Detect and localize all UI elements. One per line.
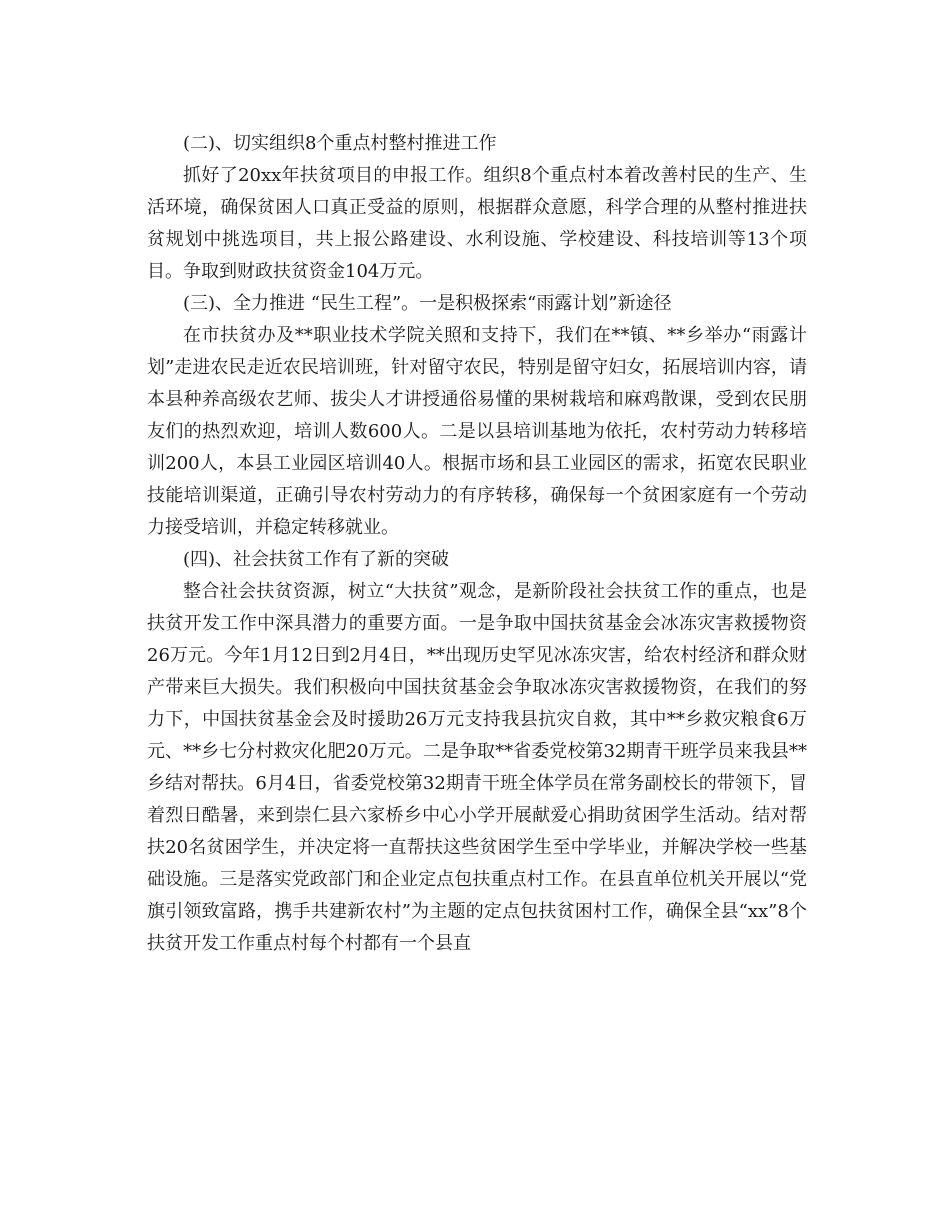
section-heading-2: (二)、切实组织8个重点村整村推进工作 bbox=[183, 133, 497, 154]
section-paragraph-4: 整合社会扶贫资源，树立“大扶贫”观念，是新阶段社会扶贫工作的重点，也是扶贫开发工作中深具潜力的重要方面。一是争取中国扶贫基金会冰冻灾害救援物资26万元。今年1月12日到2月4日，**出现历史罕见冰冻灾害，给农村经济和群众财产带来巨大损失。我们积极向中国扶贫基金会争取冰冻灾害救援物资，在我们的努力下，中国扶贫基金会及时援助26万元支持我县抗灾自救，其中**乡救灾粮食6万元、**乡七分村救灾化肥20万元。二是争取**省委党校第32期青干班学员来我县**乡结对帮扶。6月4日，省委党校第32期青干班全体学员在常务副校长的带领下，冒着烈日酷暑，来到崇仁县六家桥乡中心小学开展献爱心捐助贫困学生活动。结对帮扶20名贫困学生，并决定将一直帮扶这些贫困学生至中学毕业，并解决学校一些基础设施。三是落实党政部门和企业定点包扶重点村工作。在县直单位机关开展以“党旗引领致富路，携手共建新农村”为主题的定点包扶贫困村工作，确保全县“xx”8个扶贫开发工作重点村每个村都有一个县直 bbox=[147, 581, 807, 954]
document-body bbox=[147, 128, 807, 960]
section-paragraph-3: 在市扶贫办及**职业技术学院关照和支持下，我们在**镇、**乡举办“雨露计划”走进农民走近农民培训班，针对留守农民，特别是留守妇女，拓展培训内容，请本县种养高级农艺师、拔尖人才讲授通俗易懂的果树栽培和麻鸡散课，受到农民朋友们的热烈欢迎，培训人数600人。二是以县培训基地为依托，农村劳动力转移培训200人，本县工业园区培训40人。根据市场和县工业园区的需求，拓宽农民职业技能培训渠道，正确引导农村劳动力的有序转移，确保每一个贫困家庭有一个劳动力接受培训，并稳定转移就业。 bbox=[147, 325, 807, 538]
section-heading-3: (三)、全力推进 “民生工程”。一是积极探索“雨露计划”新途径 bbox=[183, 293, 672, 314]
section-paragraph-2: 抓好了20xx年扶贫项目的申报工作。组织8个重点村本着改善村民的生产、生活环境，确保贫困人口真正受益的原则，根据群众意愿，科学合理的从整村推进扶贫规划中挑选项目，共上报公路建设、水利设施、学校建设、科技培训等13个项目。争取到财政扶贫资金104万元。 bbox=[147, 165, 807, 282]
section-heading-4: (四)、社会扶贫工作有了新的突破 bbox=[183, 549, 450, 570]
